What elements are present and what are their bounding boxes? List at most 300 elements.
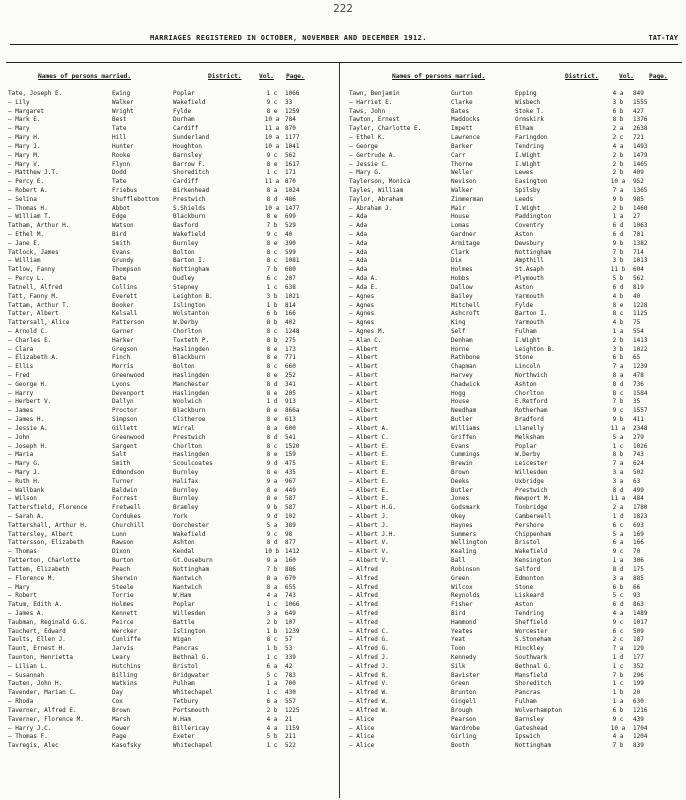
right-entry-row: [349, 566, 673, 575]
entry-page: 279: [633, 433, 644, 441]
entry-spouse: Dallyn: [112, 398, 134, 406]
entry-page: 1376: [633, 116, 648, 124]
entry-name: — Albert: [349, 345, 378, 353]
entry-vol: 6 b: [612, 107, 624, 115]
entry-name: — Albert E.: [349, 460, 389, 468]
entry-page: 1365: [633, 186, 648, 194]
right-entry-row: [349, 531, 673, 540]
entry-spouse: Greenwood: [112, 433, 145, 441]
entry-spouse: Carr: [451, 151, 466, 159]
entry-district: Haslingden: [173, 345, 210, 353]
entry-vol: 8 d: [266, 539, 278, 547]
left-entry-row: [8, 407, 331, 416]
entry-spouse: Harvey: [451, 372, 473, 379]
entry-name: Tavregis, Alec: [8, 742, 59, 750]
entry-vol: 7 a: [612, 645, 624, 653]
entry-page: 849: [633, 90, 644, 97]
entry-page: 478: [633, 372, 644, 379]
right-header-page: Page.: [649, 73, 668, 80]
entry-name: Tatum, Edith A.: [8, 601, 63, 609]
entry-vol: 8 a: [266, 424, 278, 432]
entry-page: 205: [285, 389, 296, 397]
entry-vol: 9 b: [612, 239, 624, 247]
entry-district: Chorlton: [173, 327, 202, 335]
entry-page: 1177: [285, 134, 300, 142]
entry-page: 1021: [285, 292, 300, 300]
left-entry-row: [8, 169, 331, 178]
entry-spouse: Burton: [112, 557, 134, 565]
entry-district: I.Wight: [515, 336, 541, 344]
right-entry-row: [349, 487, 673, 496]
entry-vol: 2 b: [612, 160, 624, 168]
entry-district: Fulham: [515, 327, 537, 335]
entry-district: Shoreditch: [173, 169, 210, 177]
entry-name: Tattersfield, Florence: [8, 504, 88, 512]
entry-name: — Alfred: [349, 601, 378, 609]
entry-spouse: Bavister: [451, 671, 480, 679]
entry-name: — Susannah: [8, 671, 45, 679]
entry-spouse: Butler: [451, 486, 473, 494]
left-entry-row: [8, 689, 331, 698]
entry-page: 529: [285, 222, 296, 230]
entry-name: — Alfred J.: [349, 654, 389, 661]
entry-district: Barnsley: [515, 715, 544, 723]
entry-name: — Albert: [349, 354, 378, 362]
entry-district: Prestwich: [173, 195, 206, 203]
entry-name: Tattersson, Elizabeth: [8, 539, 84, 547]
left-entry-row: [8, 592, 331, 601]
right-entry-row: [349, 328, 673, 337]
left-entry-row: [8, 548, 331, 557]
entry-district: Pulham: [173, 680, 195, 688]
entry-vol: 8 d: [612, 486, 624, 494]
entry-name: — Ada: [349, 257, 368, 265]
entry-spouse: Shufflebottom: [112, 195, 159, 203]
entry-spouse: Fisher: [451, 601, 473, 609]
entry-spouse: Self: [451, 327, 466, 335]
left-entry-row: [8, 531, 331, 540]
entry-district: Salford: [515, 565, 541, 573]
entry-name: — Alfred W.: [349, 706, 389, 714]
entry-district: Coventry: [515, 222, 544, 230]
entry-district: Wigan: [173, 636, 192, 644]
entry-spouse: Wilcox: [451, 583, 473, 591]
entry-spouse: Kealing: [451, 548, 477, 556]
entry-district: Dewsbury: [515, 239, 544, 247]
entry-page: 783: [285, 671, 296, 679]
entry-district: Plymouth: [515, 275, 544, 283]
entry-vol: 2 b: [612, 336, 624, 344]
right-entry-row: [349, 539, 673, 548]
entry-spouse: Hutchins: [112, 662, 141, 670]
entry-district: Gt.Ouseburn: [173, 557, 213, 565]
entry-page: 484: [633, 495, 644, 503]
entry-name: — Fred: [8, 372, 30, 379]
entry-spouse: Robinson: [451, 565, 480, 573]
entry-district: Chippenham: [515, 530, 552, 538]
entry-district: Leighton B.: [515, 345, 555, 353]
entry-vol: 8 c: [612, 389, 624, 397]
entry-spouse: Needham: [451, 407, 477, 415]
entry-vol: 1 c: [612, 442, 624, 450]
right-entry-row: [349, 196, 673, 205]
entry-spouse: Dallow: [451, 283, 473, 291]
entry-name: Tattersall, Alice: [8, 319, 70, 327]
left-entry-row: [8, 610, 331, 619]
right-entry-row: [349, 513, 673, 522]
entry-page: 714: [633, 248, 644, 256]
entry-name: Taylor, Abraham: [349, 195, 404, 203]
entry-page: 75: [633, 319, 641, 327]
entry-spouse: Gardner: [451, 231, 477, 238]
entry-name: Tayler, Charlotte E.: [349, 125, 422, 133]
entry-district: Islington: [173, 301, 206, 309]
left-entry-row: [8, 733, 331, 742]
entry-name: — James A.: [8, 609, 45, 617]
entry-vol: 8 e: [266, 416, 278, 424]
entry-spouse: Mair: [451, 204, 466, 212]
entry-vol: 4 a: [266, 724, 278, 732]
entry-spouse: Smith: [112, 460, 131, 468]
entry-spouse: Sargent: [112, 442, 138, 450]
entry-name: — Agnes: [349, 310, 375, 318]
entry-district: Liskeard: [515, 592, 544, 600]
entry-page: 699: [285, 213, 296, 221]
entry-district: I.Wight: [515, 160, 541, 168]
entry-district: Nantwich: [173, 574, 202, 582]
entry-name: Tatter, Albert: [8, 310, 59, 318]
entry-name: — Mary J.: [8, 142, 41, 150]
entry-name: — Albert J.: [349, 513, 389, 520]
entry-page: 1063: [633, 222, 648, 230]
entry-spouse: Brown: [451, 468, 470, 476]
entry-spouse: Torrie: [112, 592, 134, 600]
entry-name: — Alfred: [349, 609, 378, 617]
entry-page: 502: [633, 468, 644, 476]
entry-district: Southwark: [515, 654, 548, 661]
left-entry-row: [8, 143, 331, 152]
entry-spouse: Hogg: [451, 389, 466, 397]
entry-spouse: Patterson: [112, 319, 145, 327]
entry-vol: 9 d: [266, 513, 278, 520]
entry-page: 1520: [285, 442, 300, 450]
entry-vol: 10 a: [264, 142, 280, 150]
entry-name: — Alfred C.: [349, 627, 389, 635]
entry-spouse: Godsmark: [451, 504, 480, 512]
right-entry-row: [349, 628, 673, 637]
entry-spouse: Toon: [451, 645, 466, 653]
entry-spouse: Bate: [112, 275, 127, 283]
left-entry-row: [8, 416, 331, 425]
entry-name: — Agnes: [349, 301, 375, 309]
entry-page: 1228: [633, 301, 648, 309]
entry-page: 187: [633, 636, 644, 644]
entry-vol: 8 b: [266, 336, 278, 344]
entry-district: Basford: [173, 222, 199, 230]
entry-district: Ipswich: [515, 733, 541, 741]
left-entry-row: [8, 725, 331, 734]
entry-name: — George: [349, 142, 378, 150]
entry-district: Barnsley: [173, 151, 202, 159]
entry-district: Yarmouth: [515, 292, 544, 300]
entry-page: 33: [285, 98, 293, 106]
entry-spouse: Wright: [112, 107, 134, 115]
left-entry-row: [8, 337, 331, 346]
right-entry-row: [349, 680, 673, 689]
entry-spouse: Wardrobe: [451, 724, 480, 732]
entry-district: Haslingden: [173, 372, 210, 379]
entry-page: 1704: [633, 724, 648, 732]
top-rule: [10, 44, 678, 45]
entry-district: Whitechapel: [173, 689, 213, 697]
entry-vol: 6 d: [612, 231, 624, 238]
entry-page: 449: [285, 486, 296, 494]
entry-vol: 11 a: [264, 178, 280, 186]
entry-name: — Ethel K.: [349, 134, 386, 142]
entry-vol: 6 b: [266, 310, 278, 318]
entry-spouse: Cummings: [451, 451, 480, 459]
entry-vol: 8 d: [612, 380, 624, 388]
entry-vol: 6 b: [612, 583, 624, 591]
entry-vol: 8 e: [266, 160, 278, 168]
right-entry-row: [349, 372, 673, 381]
entry-vol: 9 b: [612, 195, 624, 203]
header-rule: [6, 62, 682, 63]
entry-spouse: Gregson: [112, 345, 138, 353]
entry-page: 522: [285, 742, 296, 750]
entry-vol: 3 a: [612, 477, 624, 485]
entry-page: 1477: [285, 204, 300, 212]
left-entry-row: [8, 434, 331, 443]
entry-name: — Mary: [8, 583, 30, 591]
entry-spouse: Silk: [451, 662, 466, 670]
left-entry-row: [8, 672, 331, 681]
entry-vol: 6 c: [612, 521, 624, 529]
entry-spouse: Cunliffe: [112, 636, 141, 644]
entry-page: 1013: [633, 257, 648, 265]
right-entry-row: [349, 240, 673, 249]
entry-name: Taults, Ellen J.: [8, 636, 66, 644]
entry-district: Worcester: [515, 627, 548, 635]
entry-name: — Albert A.: [349, 424, 389, 432]
entry-vol: 7 b: [266, 222, 278, 230]
entry-district: Haslingden: [173, 389, 210, 397]
entry-name: — Albert C.: [349, 433, 389, 441]
entry-page: 839: [633, 742, 644, 750]
entry-name: Tauchert, Edward: [8, 627, 66, 635]
entry-district: Cardiff: [173, 125, 199, 133]
entry-vol: 6 a: [612, 539, 624, 547]
left-entry-row: [8, 275, 331, 284]
entry-page: 1026: [633, 442, 648, 450]
entry-page: 2348: [633, 424, 648, 432]
entry-vol: 1 a: [612, 327, 624, 335]
right-entry-row: [349, 504, 673, 513]
entry-spouse: Leary: [112, 654, 131, 661]
entry-spouse: Yeates: [451, 627, 473, 635]
right-entry-row: [349, 310, 673, 319]
entry-name: — Ellis: [8, 363, 34, 371]
entry-name: — Margaret: [8, 107, 45, 115]
entry-page: 655: [285, 583, 296, 591]
entry-district: Wakefield: [173, 98, 206, 106]
entry-spouse: Tate: [112, 125, 127, 133]
entry-name: — Mary J.: [8, 468, 41, 476]
entry-vol: 4 a: [612, 733, 624, 741]
entry-name: — Sarah A.: [8, 513, 45, 520]
entry-district: Northwich: [515, 372, 548, 379]
entry-district: Spilsby: [515, 186, 541, 194]
entry-page: 275: [285, 336, 296, 344]
entry-page: 870: [285, 178, 296, 186]
entry-district: Wolstanton: [173, 310, 210, 318]
entry-district: Durham: [173, 116, 195, 124]
entry-name: — Albert: [349, 407, 378, 415]
right-entry-row: [349, 302, 673, 311]
entry-name: — Alfred G.: [349, 645, 389, 653]
right-entry-row: [349, 575, 673, 584]
left-entry-row: [8, 213, 331, 222]
entry-spouse: King: [451, 319, 466, 327]
entry-spouse: Holmes: [451, 266, 473, 274]
entry-vol: 8 e: [266, 354, 278, 362]
left-entry-row: [8, 302, 331, 311]
entry-district: Bethnal G.: [173, 654, 210, 661]
entry-name: — Mary M.: [8, 151, 41, 159]
entry-spouse: Grundy: [112, 257, 134, 265]
entry-page: 1022: [633, 345, 648, 353]
entry-spouse: Sherwin: [112, 574, 138, 582]
right-header-district: District.: [565, 73, 599, 80]
entry-vol: 1 c: [612, 680, 624, 688]
entry-spouse: Hammond: [451, 618, 477, 626]
entry-name: — Ada E.: [349, 283, 378, 291]
entry-name: — Mary H.: [8, 134, 41, 142]
entry-district: Leicester: [515, 460, 548, 468]
entry-spouse: Bates: [451, 107, 470, 115]
entry-spouse: Flynn: [112, 160, 131, 168]
left-entry-row: [8, 654, 331, 663]
entry-name: — Ada: [349, 248, 368, 256]
left-header-names: Names of persons married.: [38, 73, 132, 80]
entry-vol: 8 e: [266, 213, 278, 221]
right-entry-row: [349, 707, 673, 716]
right-entry-row: [349, 619, 673, 628]
entry-district: Burnley: [173, 486, 199, 494]
entry-page: 35: [633, 398, 641, 406]
entry-name: — Albert E.: [349, 468, 389, 476]
entry-name: Taunt, Ernest H.: [8, 645, 66, 653]
entry-district: Dudley: [173, 275, 195, 283]
entry-vol: 4 a: [266, 592, 278, 600]
entry-district: I.Wight: [515, 204, 541, 212]
entry-page: 129: [633, 645, 644, 653]
entry-spouse: Brewin: [451, 460, 473, 468]
entry-page: 557: [285, 698, 296, 706]
entry-spouse: Morris: [112, 363, 134, 371]
entry-name: — Harry J.C.: [8, 724, 52, 732]
entry-district: Leeds: [515, 195, 534, 203]
entry-name: Tattersley, Albert: [8, 530, 74, 538]
entry-page: 207: [285, 275, 296, 283]
entry-page: 700: [285, 680, 296, 688]
entry-page: 171: [285, 169, 296, 177]
entry-spouse: Harker: [112, 336, 134, 344]
right-entry-row: [349, 460, 673, 469]
entry-name: — Albert J.H.: [349, 530, 396, 538]
entry-vol: 1 c: [266, 90, 278, 97]
entry-page: 102: [285, 513, 296, 520]
left-header-vol: Vol.: [259, 73, 274, 80]
entry-name: — Alice: [349, 733, 375, 741]
entry-name: — Jessie A.: [8, 424, 48, 432]
entry-name: — Ada: [349, 213, 368, 221]
entry-district: Ormskirk: [515, 116, 544, 124]
left-entry-row: [8, 125, 331, 134]
entry-spouse: Friebus: [112, 186, 138, 194]
entry-vol: 8 d: [266, 433, 278, 441]
entry-name: — Alfred J.: [349, 662, 389, 670]
left-header-page: Page.: [286, 73, 305, 80]
entry-district: Cardiff: [173, 178, 199, 186]
entry-spouse: Armitage: [451, 239, 480, 247]
entry-name: Tatterton, Charlotte: [8, 557, 81, 565]
entry-page: 306: [633, 557, 644, 565]
right-entry-row: [349, 231, 673, 240]
entry-district: Nottingham: [515, 248, 552, 256]
left-entry-row: [8, 293, 331, 302]
right-entry-row: [349, 478, 673, 487]
entry-name: — Agnes M.: [349, 327, 386, 335]
left-entry-row: [8, 284, 331, 293]
entry-vol: 9 b: [612, 416, 624, 424]
right-entry-row: [349, 152, 673, 161]
entry-page: 98: [285, 530, 293, 538]
entry-name: — William: [8, 257, 41, 265]
left-entry-row: [8, 363, 331, 372]
entry-spouse: Smith: [112, 239, 131, 247]
entry-district: Hinckley: [515, 645, 544, 653]
entry-page: 1479: [633, 151, 648, 159]
entry-district: Fylde: [173, 107, 192, 115]
right-entry-row: [349, 363, 673, 372]
entry-district: Islington: [173, 627, 206, 635]
entry-page: 1259: [285, 107, 300, 115]
right-entry-row: [349, 548, 673, 557]
entry-name: — Albert: [349, 372, 378, 379]
entry-spouse: Butler: [451, 416, 473, 424]
entry-page: 177: [633, 654, 644, 661]
entry-name: Taverner, Alfred E.: [8, 706, 77, 714]
entry-page: 296: [633, 671, 644, 679]
entry-page: 175: [633, 565, 644, 573]
entry-page: 57: [285, 636, 293, 644]
entry-name: — Alfred: [349, 574, 378, 582]
entry-vol: 10 a: [610, 178, 626, 186]
entry-name: — Robert A.: [8, 186, 48, 194]
entry-page: 1041: [285, 142, 300, 150]
right-entry-row: [349, 584, 673, 593]
entry-spouse: Hobbs: [451, 275, 470, 283]
right-entry-row: [349, 284, 673, 293]
entry-name: — John: [8, 433, 30, 441]
entry-vol: 2 a: [612, 504, 624, 512]
right-header-names: Names of persons married.: [392, 73, 486, 80]
right-entry-row: [349, 161, 673, 170]
entry-name: — James H.: [8, 416, 45, 424]
entry-vol: 8 c: [612, 310, 624, 318]
entry-vol: 7 a: [612, 460, 624, 468]
